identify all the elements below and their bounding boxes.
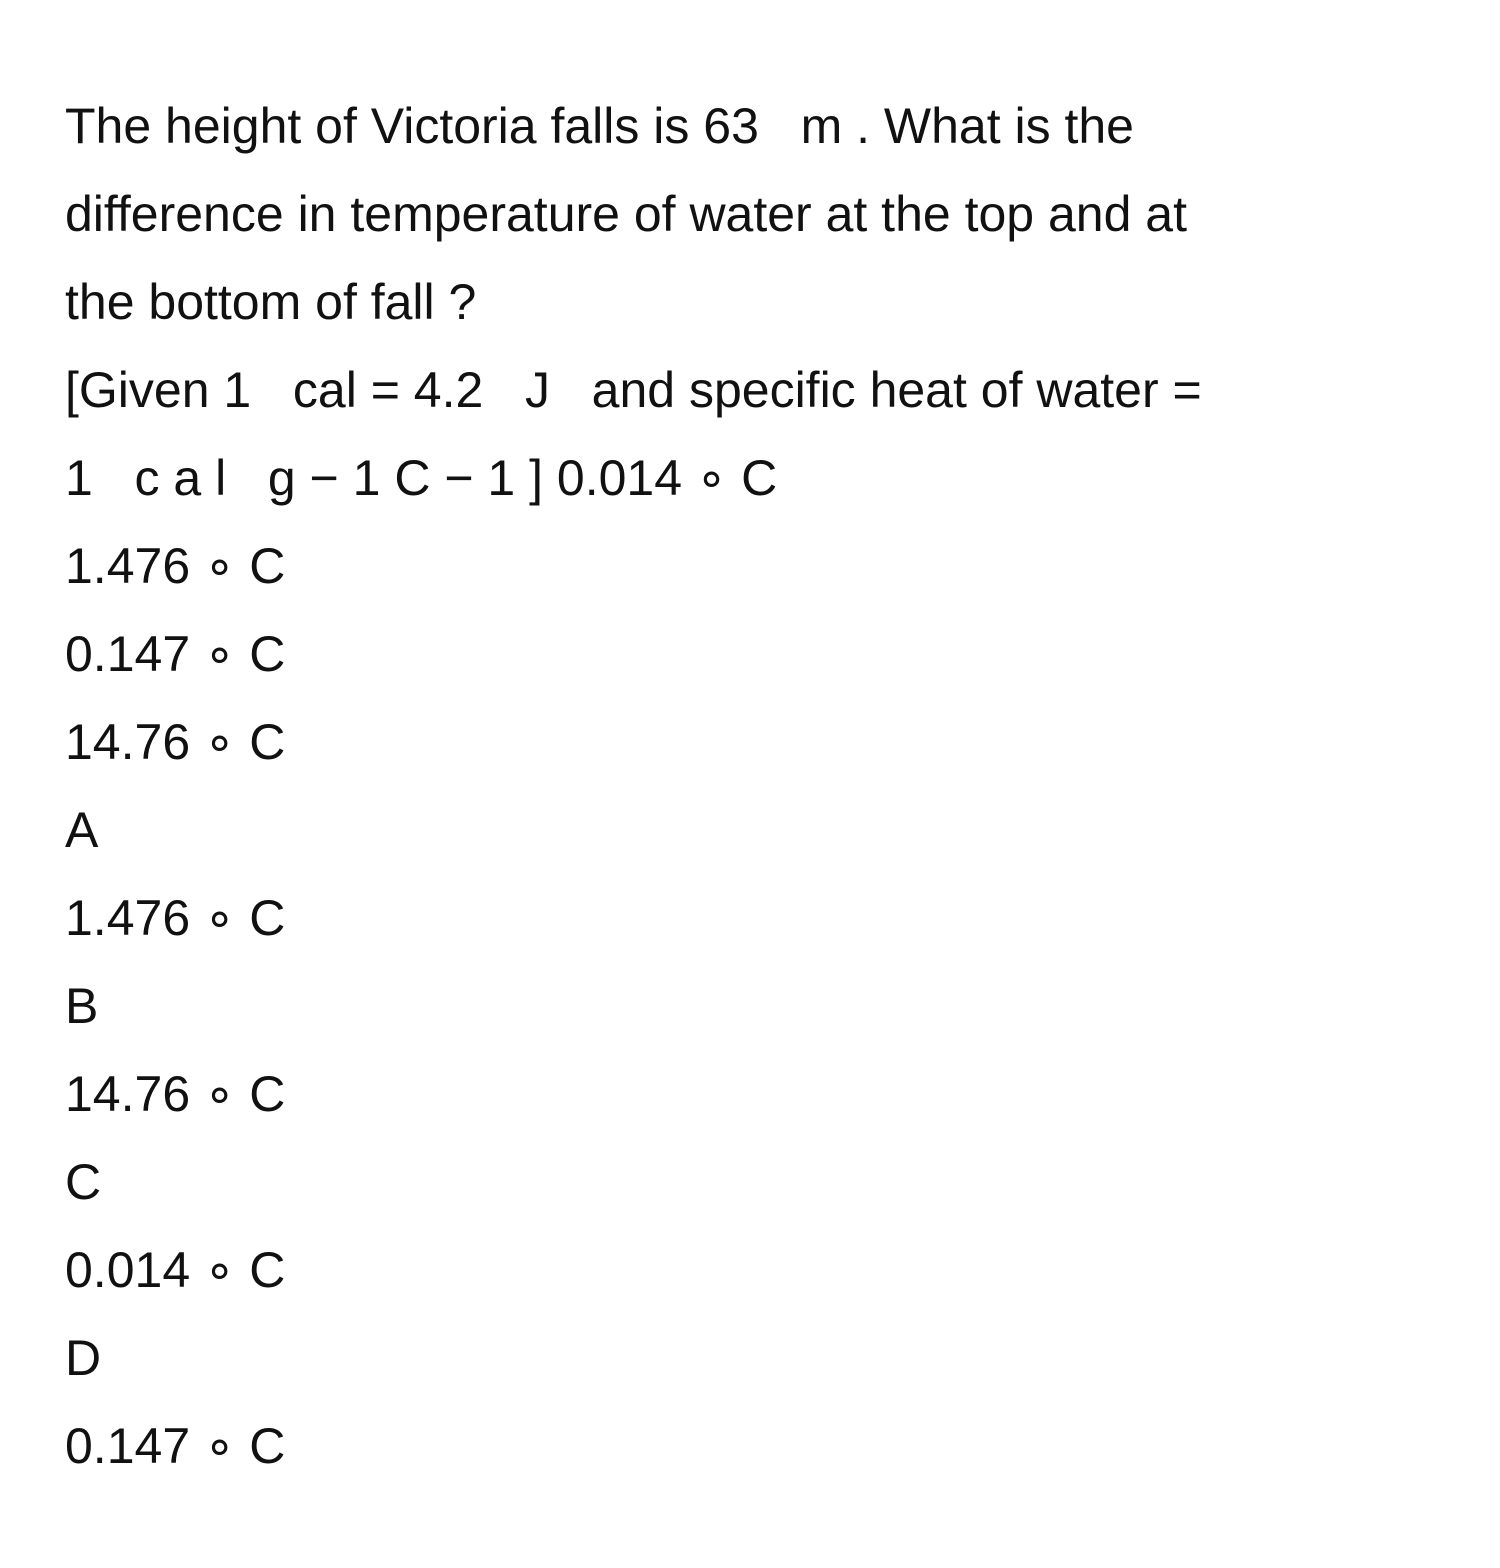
choice-value-c[interactable]: 0.014 ∘ C [65,1242,286,1298]
inline-option-3: 14.76 ∘ C [65,714,286,770]
inline-option-2: 0.147 ∘ C [65,626,286,682]
question-line-4: [Given 1 cal = 4.2 J and specific heat of water = [65,362,1202,418]
choice-letter-d[interactable]: D [65,1330,102,1386]
choice-letter-a[interactable]: A [65,802,99,858]
choice-value-d[interactable]: 0.147 ∘ C [65,1418,286,1474]
choice-value-a[interactable]: 1.476 ∘ C [65,890,286,946]
question-line-3: the bottom of fall ? [65,274,477,330]
choice-letter-c[interactable]: C [65,1154,102,1210]
inline-option-1: 1.476 ∘ C [65,538,286,594]
choice-letter-b[interactable]: B [65,978,99,1034]
question-line-2: difference in temperature of water at the top and at [65,186,1187,242]
choice-value-b[interactable]: 14.76 ∘ C [65,1066,286,1122]
question-line-1: The height of Victoria falls is 63 m . What is the [65,98,1134,154]
question-line-5: 1 c a l g − 1 C − 1 ] 0.014 ∘ C [65,450,778,506]
